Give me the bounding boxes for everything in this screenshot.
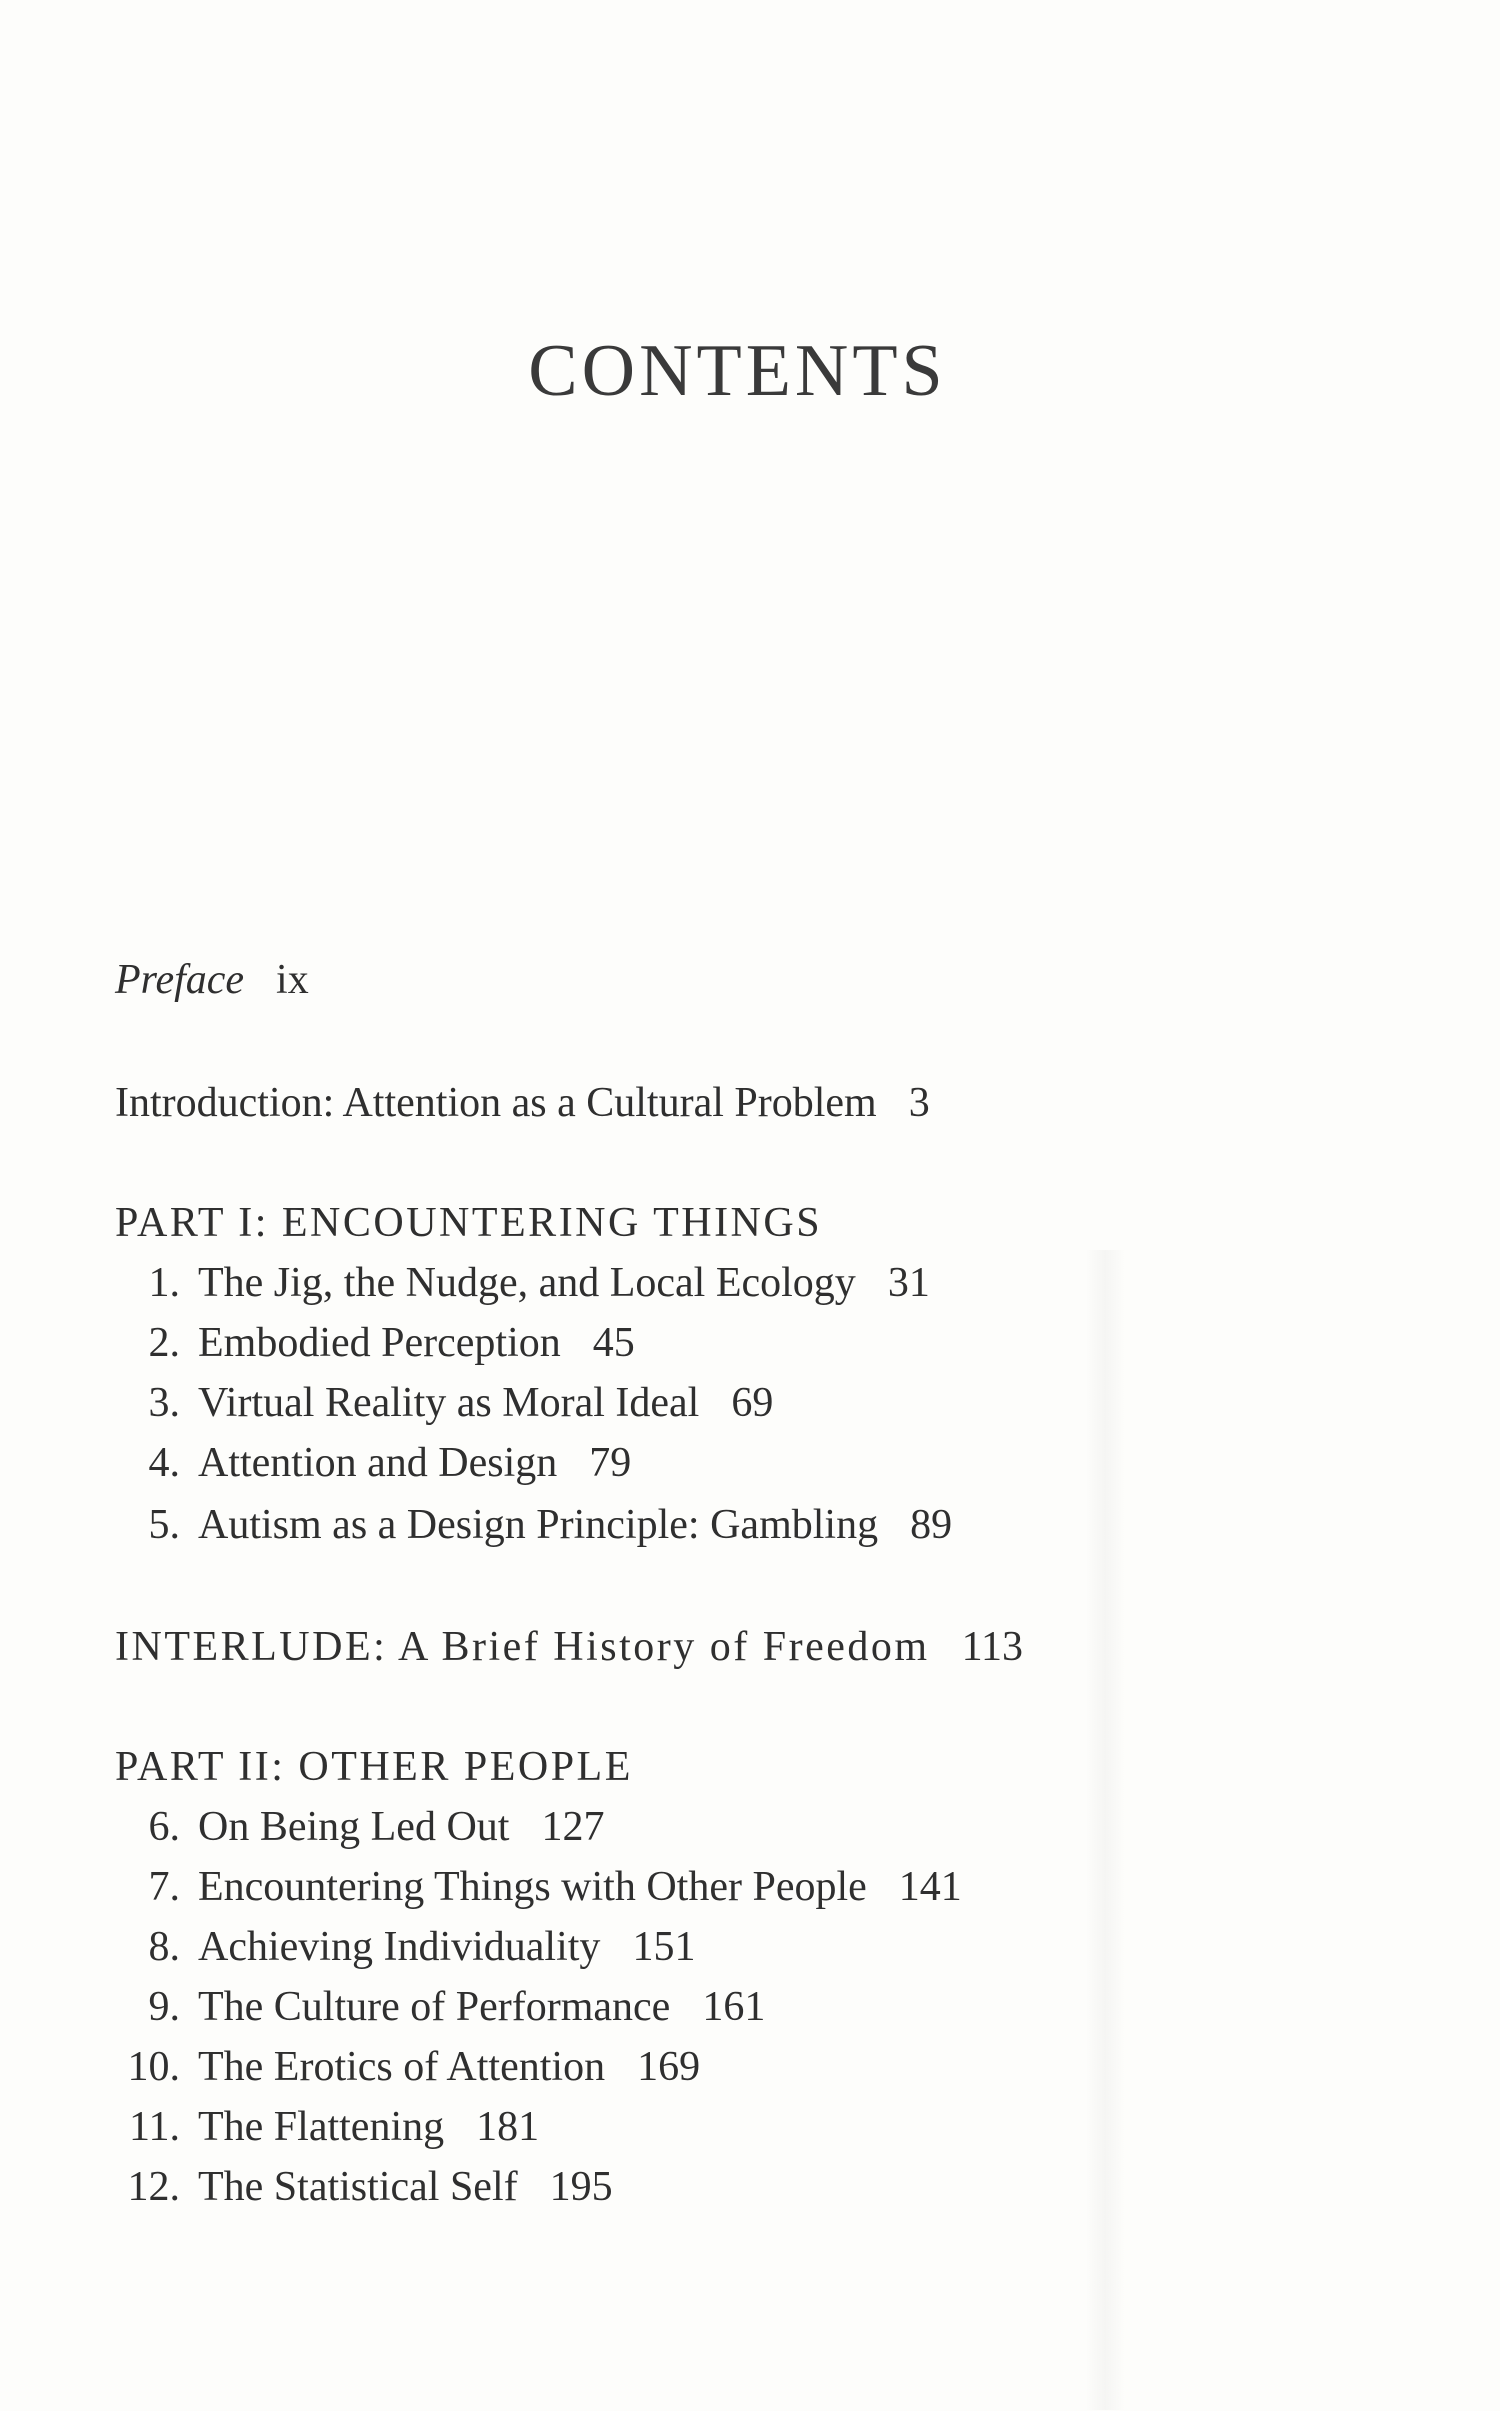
chapter-number: 12. [127,2164,180,2210]
chapter-title: Virtual Reality as Moral Ideal [198,1380,700,1426]
introduction-label: Introduction: Attention as a Cultural Problem [115,1080,877,1126]
chapter-number: 6. [148,1804,180,1850]
toc-entry [115,2157,613,2217]
chapter-page: 79 [589,1440,632,1486]
chapter-number: 1. [148,1260,180,1306]
toc-entry [115,1495,952,1555]
chapter-page: 181 [476,2104,540,2150]
toc-entry [115,1373,773,1433]
chapter-title: The Jig, the Nudge, and Local Ecology [198,1260,856,1306]
chapter-page: 31 [887,1260,930,1306]
chapter-title: The Flattening [198,2104,445,2150]
chapter-number: 9. [148,1984,180,2030]
chapter-title: Attention and Design [198,1440,558,1486]
chapter-page: 195 [549,2164,613,2210]
chapter-page: 45 [592,1320,635,1366]
page-fold-shadow [1085,1250,1125,2410]
part1-heading: PART I: ENCOUNTERING THINGS [115,1200,823,1246]
chapter-number: 5. [148,1502,180,1548]
chapter-title: On Being Led Out [198,1804,510,1850]
chapter-title: Autism as a Design Principle: Gambling [198,1502,879,1548]
introduction-page: 3 [908,1080,930,1126]
preface-label: Preface [115,957,245,1003]
contents-title: CONTENTS [528,330,947,412]
chapter-title: Encountering Things with Other People [198,1864,867,1910]
part2-heading: PART II: OTHER PEOPLE [115,1744,633,1790]
interlude-entry [115,1617,1023,1677]
toc-entry [115,1253,930,1313]
chapter-number: 4. [148,1440,180,1486]
interlude-label: INTERLUDE: A Brief History of Freedom [115,1624,930,1670]
chapter-number: 10. [127,2044,180,2090]
toc-entry [115,1797,604,1857]
chapter-page: 89 [910,1502,953,1548]
preface-page: ix [276,957,309,1003]
chapter-page: 127 [541,1804,605,1850]
toc-entry [115,1313,635,1373]
toc-entry [115,1977,765,2037]
chapter-title: Achieving Individuality [198,1924,601,1970]
chapter-number: 2. [148,1320,180,1366]
chapter-title: The Culture of Performance [198,1984,671,2030]
chapter-page: 161 [702,1984,766,2030]
toc-entry [115,1917,695,1977]
chapter-number: 11. [129,2104,180,2150]
chapter-title: The Statistical Self [198,2164,518,2210]
chapter-number: 8. [148,1924,180,1970]
toc-entry [115,1433,631,1493]
chapter-number: 7. [148,1864,180,1910]
toc-entry [115,2037,700,2097]
chapter-page: 151 [632,1924,696,1970]
toc-entry [115,1857,962,1917]
introduction-entry [115,1073,930,1133]
preface-entry [115,950,309,1010]
interlude-page: 113 [961,1624,1024,1670]
chapter-page: 169 [637,2044,701,2090]
chapter-page: 141 [898,1864,962,1910]
chapter-page: 69 [731,1380,774,1426]
toc-entry [115,2097,539,2157]
chapter-number: 3. [148,1380,180,1426]
chapter-title: The Erotics of Attention [198,2044,606,2090]
chapter-title: Embodied Perception [198,1320,561,1366]
